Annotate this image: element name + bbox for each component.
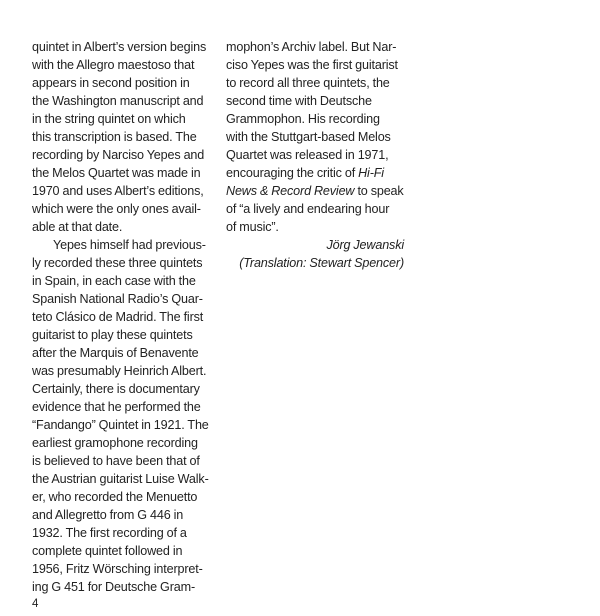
text-line: able at that date. xyxy=(32,220,123,234)
text-fragment: to speak xyxy=(354,184,404,198)
text-line: of music”. xyxy=(226,220,279,234)
right-column xyxy=(226,38,404,272)
text-line: 1970 and uses Albert’s editions, xyxy=(32,184,204,198)
text-line: with the Allegro maestoso that xyxy=(32,58,195,72)
text-line: ing G 451 for Deutsche Gram- xyxy=(32,580,195,594)
page-number: 4 xyxy=(32,598,39,610)
text-line: after the Marquis of Benavente xyxy=(32,346,199,360)
text-line: “Fandango” Quintet in 1921. The xyxy=(32,418,209,432)
text-line: ciso Yepes was the first guitarist xyxy=(226,58,398,72)
author-credit xyxy=(226,236,404,254)
text-line: of “a lively and endearing hour xyxy=(226,202,390,216)
text-line: was presumably Heinrich Albert. xyxy=(32,364,207,378)
text-line: in Spain, in each case with the xyxy=(32,274,196,288)
text-line: with the Stuttgart-based Melos xyxy=(226,130,391,144)
translation-credit xyxy=(226,254,404,272)
text-line: 1956, Fritz Wörsching interpret- xyxy=(32,562,203,576)
text-line: in the string quintet on which xyxy=(32,112,186,126)
text-line: 1932. The first recording of a xyxy=(32,526,187,540)
text-line: mophon’s Archiv label. But Nar- xyxy=(226,40,397,54)
text-line: Yepes himself had previous- xyxy=(53,238,206,252)
text-line: Quartet was released in 1971, xyxy=(226,148,389,162)
author-name: Jörg Jewanski xyxy=(326,238,404,252)
magazine-title-part: News & Record Review xyxy=(226,184,355,198)
text-line: ly recorded these three quintets xyxy=(32,256,203,270)
left-column xyxy=(32,38,210,596)
text-line: Certainly, there is documentary xyxy=(32,382,200,396)
text-line: er, who recorded the Menuetto xyxy=(32,490,198,504)
text-line: which were the only ones avail- xyxy=(32,202,201,216)
text-line: the Melos Quartet was made in xyxy=(32,166,201,180)
text-line: the Austrian guitarist Luise Walk- xyxy=(32,472,209,486)
text-line xyxy=(226,182,404,200)
text-line: second time with Deutsche xyxy=(226,94,372,108)
text-line: the Washington manuscript and xyxy=(32,94,204,108)
text-line: recording by Narciso Yepes and xyxy=(32,148,205,162)
text-line: Spanish National Radio’s Quar- xyxy=(32,292,203,306)
text-line: Grammophon. His recording xyxy=(226,112,380,126)
text-line: complete quintet followed in xyxy=(32,544,183,558)
magazine-title-part: Hi-Fi xyxy=(358,166,384,180)
text-line: evidence that he performed the xyxy=(32,400,201,414)
text-line: teto Clásico de Madrid. The first xyxy=(32,310,204,324)
text-line: guitarist to play these quintets xyxy=(32,328,193,342)
text-line: this transcription is based. The xyxy=(32,130,197,144)
text-fragment: encouraging the critic of xyxy=(226,166,359,180)
text-line xyxy=(226,164,404,182)
text-line: is believed to have been that of xyxy=(32,454,200,468)
translator-name: (Translation: Stewart Spencer) xyxy=(239,256,404,270)
text-line: earliest gramophone recording xyxy=(32,436,198,450)
text-line: to record all three quintets, the xyxy=(226,76,390,90)
text-line: and Allegretto from G 446 in xyxy=(32,508,184,522)
text-line: quintet in Albert’s version begins xyxy=(32,40,207,54)
text-line: appears in second position in xyxy=(32,76,190,90)
